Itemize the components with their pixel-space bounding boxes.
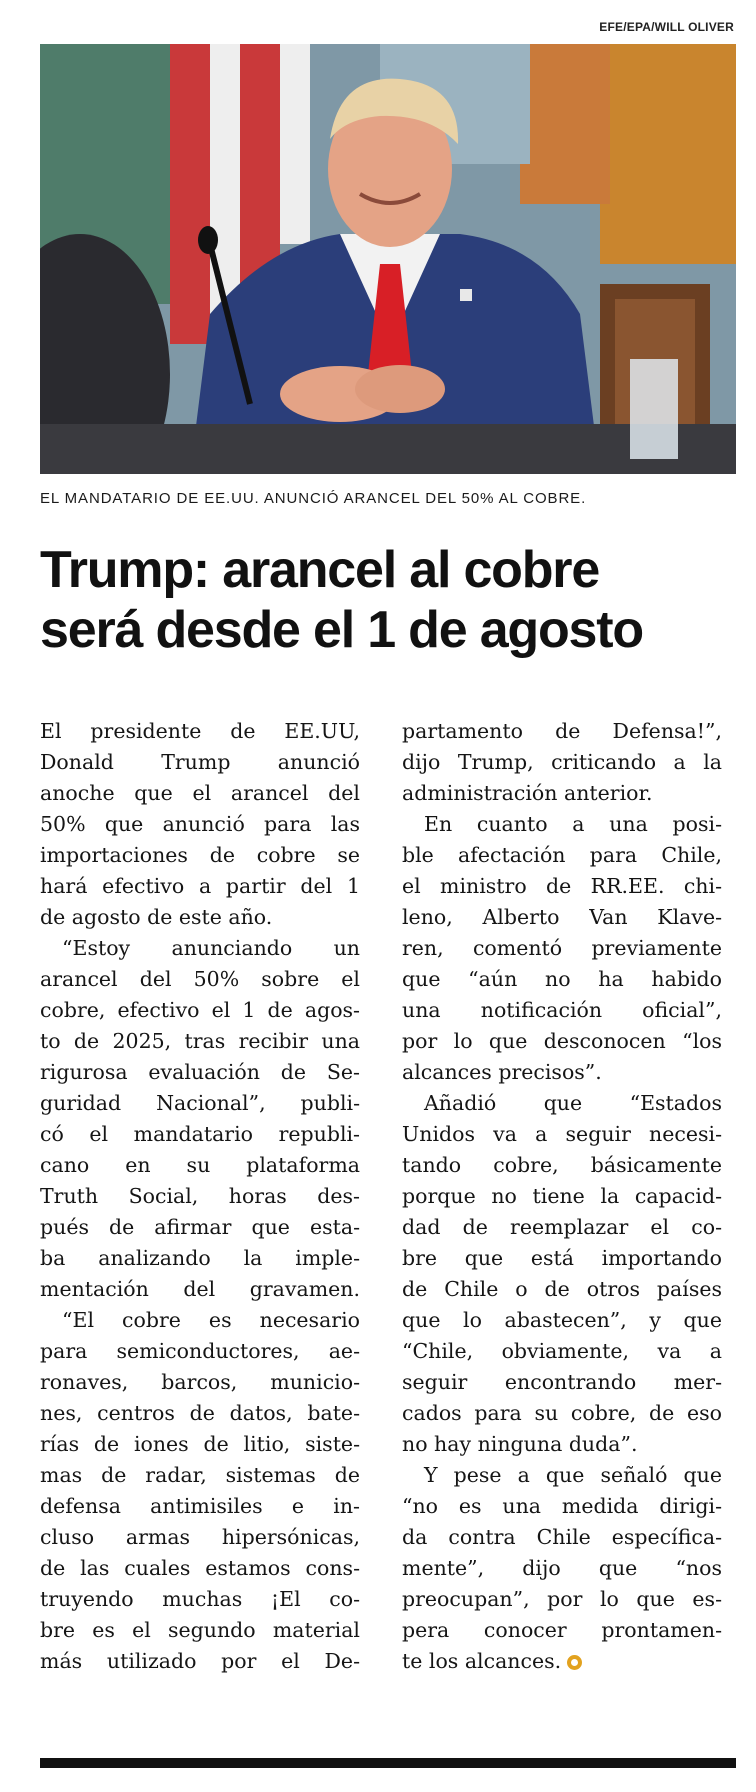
text-line: hará efectivo a partir del 1 <box>40 874 360 898</box>
text-line: para semiconductores, ae- <box>40 1339 360 1363</box>
text-line: Unidos va a seguir necesi- <box>402 1122 722 1146</box>
photo-caption: EL MANDATARIO DE EE.UU. ANUNCIÓ ARANCEL DEL 50% AL COBRE. <box>40 490 587 507</box>
text-line: leno, Alberto Van Klave- <box>402 905 722 929</box>
text-line: cano en su plataforma <box>40 1153 360 1177</box>
text-line: truyendo muchas ¡El co- <box>40 1587 360 1611</box>
text-line: da contra Chile específica- <box>402 1525 722 1549</box>
text-line: Y pese a que señaló que <box>424 1463 722 1487</box>
photo-credit: EFE/EPA/WILL OLIVER <box>599 20 734 34</box>
text-line: El presidente de EE.UU, <box>40 719 360 743</box>
text-line: de agosto de este año. <box>40 905 273 929</box>
text-line: rías de iones de litio, siste- <box>40 1432 360 1456</box>
text-line: ba analizando la imple- <box>40 1246 360 1270</box>
text-line: En cuanto a una posi- <box>424 812 722 836</box>
headline <box>40 540 740 660</box>
text-line: alcances precisos”. <box>402 1060 602 1084</box>
text-line: seguir encontrando mer- <box>402 1370 722 1394</box>
bottom-rule <box>40 1758 736 1768</box>
text-line: defensa antimisiles e in- <box>40 1494 360 1518</box>
text-line: partamento de Defensa!”, <box>402 719 722 743</box>
text-line: nes, centros de datos, bate- <box>40 1401 360 1425</box>
text-line: rigurosa evaluación de Se- <box>40 1060 360 1084</box>
text-line: no hay ninguna duda”. <box>402 1432 638 1456</box>
text-line: “El cobre es necesario <box>62 1308 360 1332</box>
text-line: el ministro de RR.EE. chi- <box>402 874 722 898</box>
text-line: dijo Trump, criticando a la <box>402 750 722 774</box>
headline-line-1: Trump: arancel al cobre <box>40 541 600 599</box>
text-line: “Estoy anunciando un <box>62 936 360 960</box>
text-line: ren, comentó previamente <box>402 936 722 960</box>
text-line: preocupan”, por lo que es- <box>402 1587 722 1611</box>
text-line: una notificación oficial”, <box>402 998 722 1022</box>
text-line: ble afectación para Chile, <box>402 843 722 867</box>
text-line: porque no tiene la capacid- <box>402 1184 722 1208</box>
text-line: to de 2025, tras recibir una <box>40 1029 360 1053</box>
text-line: dad de reemplazar el co- <box>402 1215 722 1239</box>
text-line: de las cuales estamos cons- <box>40 1556 360 1580</box>
text-line: pués de afirmar que esta- <box>40 1215 360 1239</box>
text-line: anoche que el arancel del <box>40 781 360 805</box>
text-line: que “aún no ha habido <box>402 967 722 991</box>
text-line: có el mandatario republi- <box>40 1122 360 1146</box>
text-line: 50% que anunció para las <box>40 812 360 836</box>
text-line: bre que está importando <box>402 1246 722 1270</box>
text-line: por lo que desconocen “los <box>402 1029 722 1053</box>
text-line: Añadió que “Estados <box>424 1091 722 1115</box>
text-line: cobre, efectivo el 1 de agos- <box>40 998 360 1022</box>
article-column-left <box>40 716 360 1677</box>
text-line: mentación del gravamen. <box>40 1277 360 1301</box>
text-line: bre es el segundo material <box>40 1618 360 1642</box>
text-line: cluso armas hipersónicas, <box>40 1525 360 1549</box>
text-line: Donald Trump anunció <box>40 750 360 774</box>
text-line: Truth Social, horas des- <box>40 1184 360 1208</box>
text-line: “no es una medida dirigi- <box>402 1494 722 1518</box>
text-line: tando cobre, básicamente <box>402 1153 722 1177</box>
text-line: que lo abastecen”, y que <box>402 1308 722 1332</box>
article-column-right <box>402 716 722 1677</box>
headline-line-2: será desde el 1 de agosto <box>40 601 643 659</box>
text-line: cados para su cobre, de eso <box>402 1401 722 1425</box>
text-line: ronaves, barcos, municio- <box>40 1370 360 1394</box>
text-line: mas de radar, sistemas de <box>40 1463 360 1487</box>
text-line: te los alcances. <box>402 1646 722 1677</box>
text-line: “Chile, obviamente, va a <box>402 1339 722 1363</box>
text-line: mente”, dijo que “nos <box>402 1556 722 1580</box>
end-of-article-icon <box>567 1655 582 1670</box>
article-photo <box>40 44 736 474</box>
text-line: pera conocer prontamen- <box>402 1618 722 1642</box>
text-line: de Chile o de otros países <box>402 1277 722 1301</box>
press-photo-illustration <box>40 44 736 474</box>
text-line: importaciones de cobre se <box>40 843 360 867</box>
text-line: arancel del 50% sobre el <box>40 967 360 991</box>
text-line: más utilizado por el De- <box>40 1649 360 1673</box>
text-line: guridad Nacional”, publi- <box>40 1091 360 1115</box>
text-line: administración anterior. <box>402 781 653 805</box>
